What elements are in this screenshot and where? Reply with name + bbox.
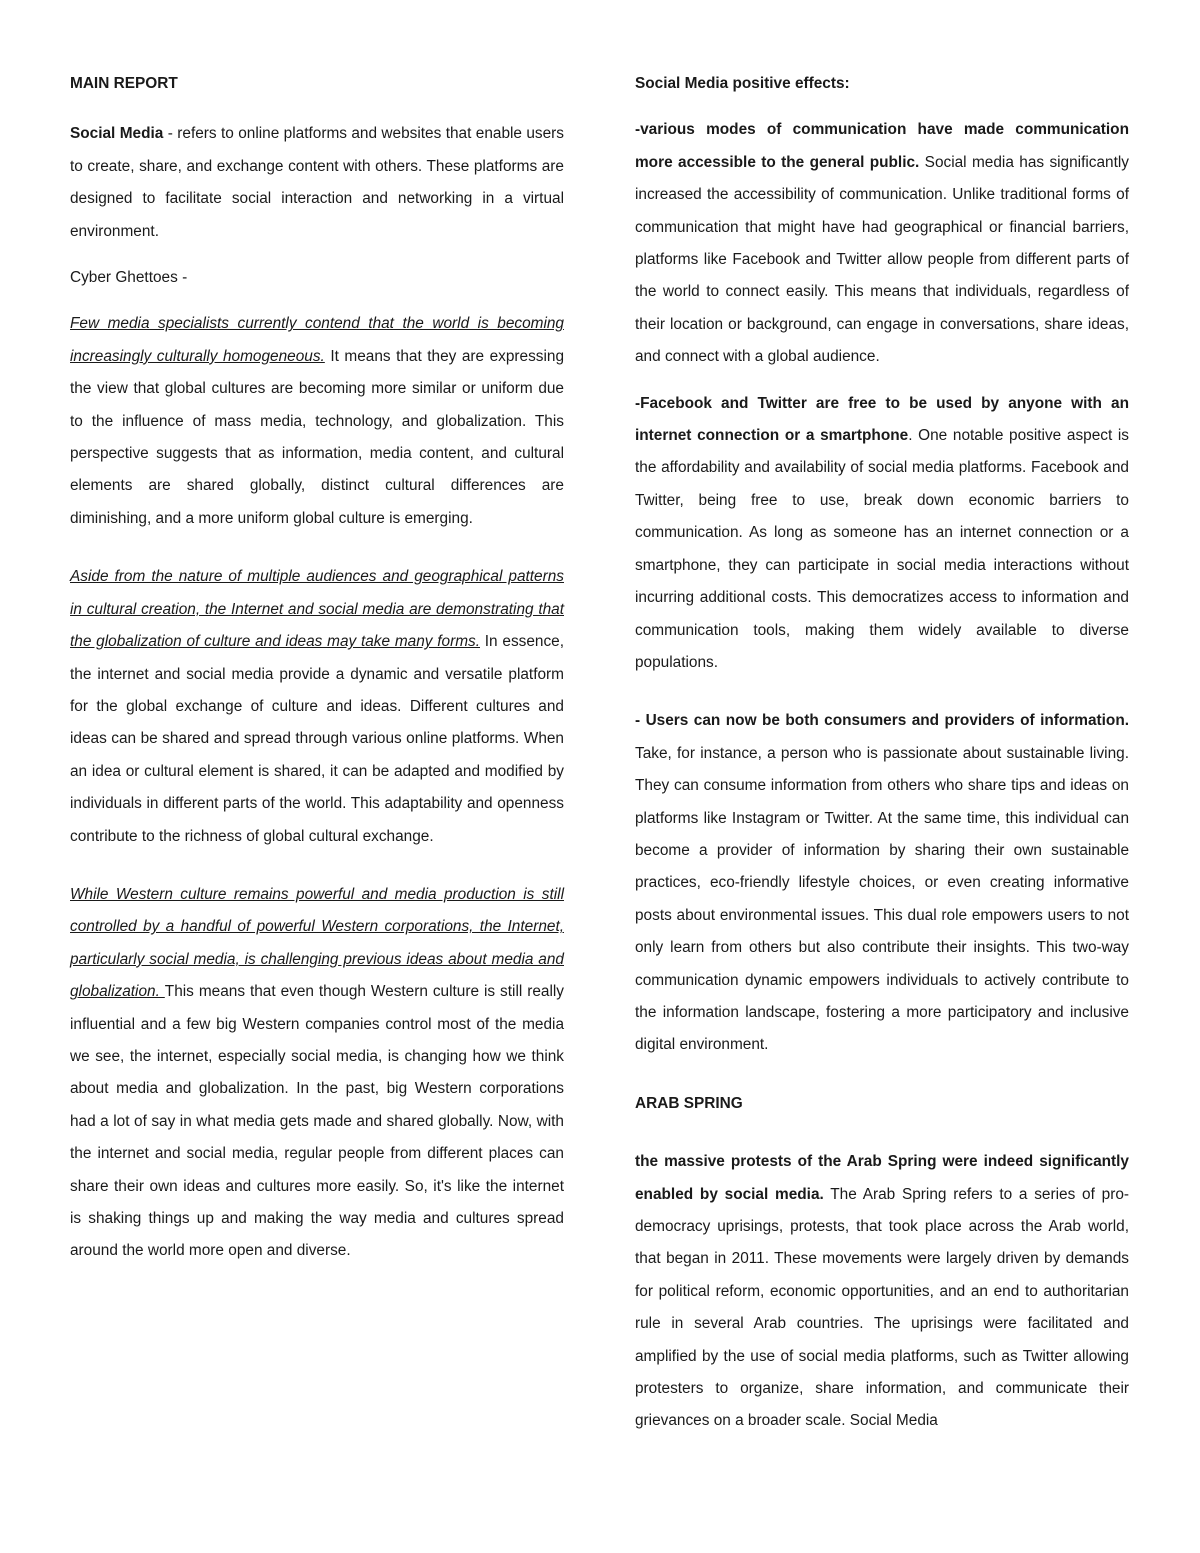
social-media-definition: [70, 118, 564, 248]
social-media-term: Social Media: [70, 125, 164, 143]
effect-accessibility-lead: -various modes of communication have made communication more accessible to the general public.: [635, 121, 1129, 171]
effect-consumers-providers: [635, 705, 1129, 1061]
right-column: [635, 68, 1129, 1438]
left-column: [70, 68, 564, 1268]
quote-western-culture: While Western culture remains powerful and media production is still controlled by a handful of powerful Western corporations, the Internet, particularly social media, is challenging previous ideas about media and globalization.: [70, 885, 564, 1001]
effect-accessibility-text: Social media has significantly increased the accessibility of communication. Unlike traditional forms of communication that might have had geographical or financial barriers, platforms like Facebook and Twitter allow people from different parts of the world to connect easily. This means that individuals, regardless of their location or background, can engage in conversations, share ideas, and connect with a global audience.: [635, 153, 1129, 366]
effect-accessibility: [635, 114, 1129, 373]
effect-free-platforms: [635, 388, 1129, 680]
cyber-ghettoes-paragraph-3: [70, 879, 564, 1268]
cyber-ghettoes-heading: Cyber Ghettoes -: [70, 269, 188, 287]
main-report-heading: MAIN REPORT: [70, 75, 178, 92]
paragraph-3-text: This means that even though Western culture is still really influential and a few big Western companies control most of the media we see, the internet, especially social media, is changing how we think about media and globalization. In the past, big Western corporations had a lot of say in what media gets made and shared globally. Now, with the internet and social media, regular people from different places can share their own ideas and cultures more easily. So, it's like the internet is shaking things up and making the way media and cultures spread around the world more open and diverse.: [70, 983, 565, 1260]
paragraph-2-text: In essence, the internet and social media provide a dynamic and versatile platform for the global exchange of culture and ideas. Different cultures and ideas can be shared and spread through various online platforms. When an idea or cultural element is shared, it can be adapted and modified by individuals in different parts of the world. This adaptability and openness contribute to the richness of global cultural exchange.: [70, 633, 564, 845]
cyber-ghettoes-paragraph-2: [70, 561, 564, 853]
arab-spring-heading: ARAB SPRING: [635, 1094, 743, 1112]
cyber-ghettoes-paragraph-1: [70, 308, 564, 535]
effect-consumers-providers-text: Take, for instance, a person who is passionate about sustainable living. They can consume information from others who share tips and ideas on platforms like Instagram or Twitter. At the same time, this individual can become a provider of information by sharing their own sustainable practices, eco-friendly lifestyle choices, or even creating informative posts about environmental issues. This dual role empowers users to not only learn from others but also contribute their insights. This two-way communication dynamic empowers individuals to actively contribute to the information landscape, fostering a more participatory and inclusive digital environment.: [635, 744, 1129, 1054]
quote-homogeneous: Few media specialists currently contend that the world is becoming increasingly culturally homogeneous.: [70, 315, 564, 365]
effect-consumers-providers-lead: - Users can now be both consumers and providers of information.: [635, 712, 1129, 730]
effect-free-platforms-lead: -Facebook and Twitter are free to be used by anyone with an internet connection or a smartphone: [635, 394, 1129, 445]
quote-multiple-audiences: Aside from the nature of multiple audiences and geographical patterns in cultural creation, the Internet and social media are demonstrating that the globalization of culture and ideas may take many forms.: [70, 568, 564, 651]
positive-effects-heading: Social Media positive effects:: [635, 75, 850, 92]
paragraph-1-text: It means that they are expressing the view that global cultures are becoming more similar or uniform due to the influence of mass media, technology, and globalization. This perspective suggests that as information, media content, and cultural elements are shared globally, distinct cultural differences are diminishing, and a more uniform global culture is emerging.: [70, 347, 565, 527]
social-media-definition-text: - refers to online platforms and websites that enable users to create, share, and exchange content with others. These platforms are designed to facilitate social interaction and networking in a virtual environment.: [70, 125, 565, 240]
effect-free-platforms-text: . One notable positive aspect is the affordability and availability of social media platforms. Facebook and Twitter, being free to use, break down economic barriers to communication. As long as someone has an internet connection or a smartphone, they can participate in social media interactions without incurring additional costs. This democratizes access to information and communication tools, making them widely available to diverse populations.: [635, 427, 1129, 671]
arab-spring-paragraph: [635, 1146, 1129, 1438]
arab-spring-lead: the massive protests of the Arab Spring were indeed significantly enabled by social media.: [635, 1153, 1129, 1203]
arab-spring-text: The Arab Spring refers to a series of pro-democracy uprisings, protests, that took place across the Arab world, that began in 2011. These movements were largely driven by demands for political reform, economic opportunities, and an end to authoritarian rule in several Arab countries. The uprisings were facilitated and amplified by the use of social media platforms, such as Twitter allowing protesters to organize, share information, and communicate their grievances on a broader scale. Social Media: [635, 1185, 1130, 1430]
